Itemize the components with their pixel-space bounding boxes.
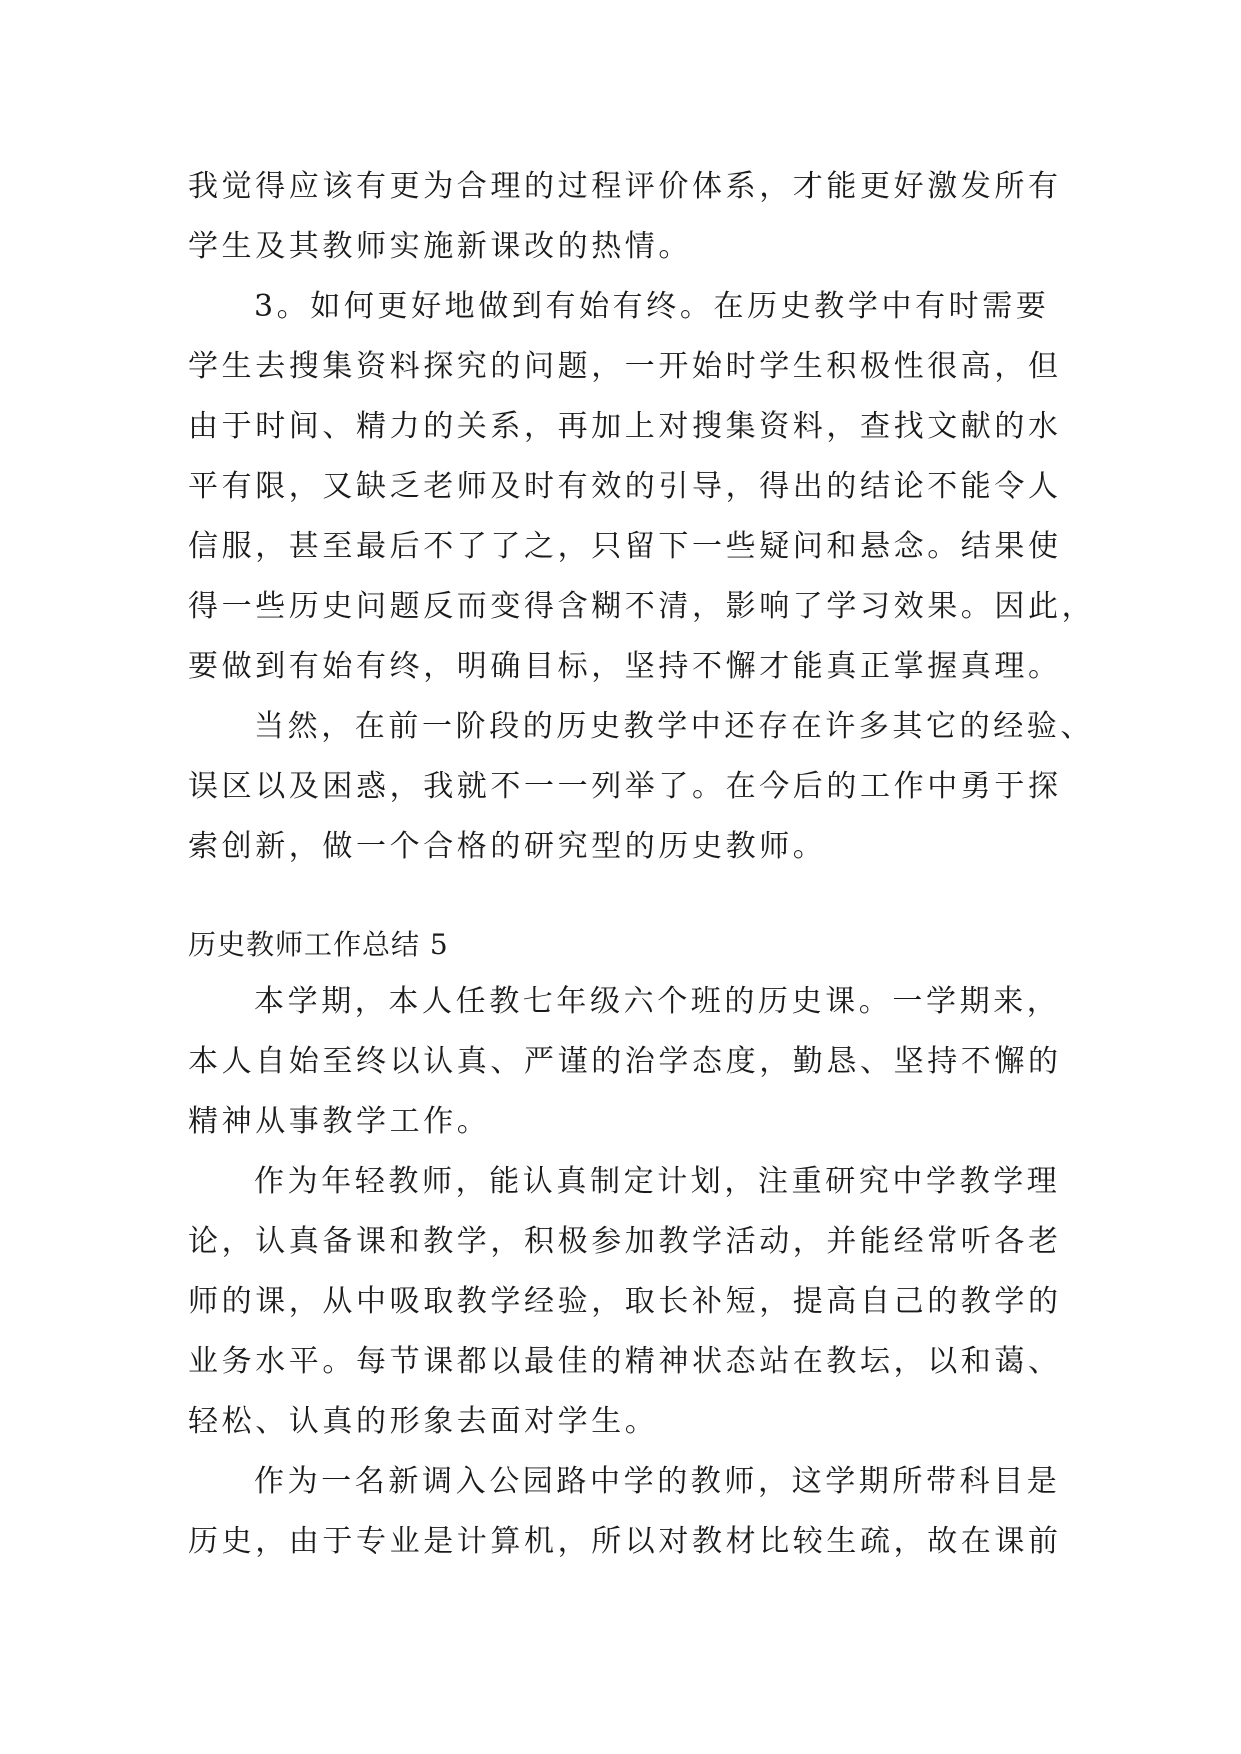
text-line: 信服，甚至最后不了了之，只留下一些疑问和悬念。结果使	[188, 529, 1062, 564]
text-line: 业务水平。每节课都以最佳的精神状态站在教坛，以和蔼、	[188, 1344, 1062, 1379]
text-line: 学生去搜集资料探究的问题，一开始时学生积极性很高，但	[188, 349, 1062, 384]
text-line: 本人自始至终以认真、严谨的治学态度，勤恳、坚持不懈的	[188, 1044, 1062, 1079]
text-line: 轻松、认真的形象去面对学生。	[188, 1404, 659, 1439]
text-line: 论，认真备课和教学，积极参加教学活动，并能经常听各老	[188, 1224, 1062, 1259]
body-text-bottom	[188, 972, 1068, 1572]
text-line: 本学期，本人任教七年级六个班的历史课。一学期来，	[254, 984, 1061, 1019]
text-line: 索创新，做一个合格的研究型的历史教师。	[188, 829, 827, 864]
text-line: 学生及其教师实施新课改的热情。	[188, 229, 692, 264]
text-line: 要做到有始有终，明确目标，坚持不懈才能真正掌握真理。	[188, 649, 1062, 684]
text-line: 得一些历史问题反而变得含糊不清，影响了学习效果。因此，	[188, 589, 1096, 624]
text-line: 我觉得应该有更为合理的过程评价体系，才能更好激发所有	[188, 169, 1062, 204]
body-text-top	[188, 157, 1096, 877]
section-heading: 历史教师工作总结 5	[188, 928, 449, 961]
text-line: 误区以及困惑，我就不一一列举了。在今后的工作中勇于探	[188, 769, 1062, 804]
text-line: 精神从事教学工作。	[188, 1104, 491, 1139]
text-line: 当然，在前一阶段的历史教学中还存在许多其它的经验、	[254, 709, 1094, 744]
text-line: 由于时间、精力的关系，再加上对搜集资料，查找文献的水	[188, 409, 1062, 444]
text-line: 作为年轻教师，能认真制定计划，注重研究中学教学理	[254, 1164, 1061, 1199]
text-line: 3。如何更好地做到有始有终。在历史教学中有时需要	[254, 289, 1050, 324]
text-line: 历史，由于专业是计算机，所以对教材比较生疏，故在课前	[188, 1524, 1062, 1559]
text-line: 作为一名新调入公园路中学的教师，这学期所带科目是	[254, 1464, 1061, 1499]
text-line: 师的课，从中吸取教学经验，取长补短，提高自己的教学的	[188, 1284, 1062, 1319]
text-line: 平有限，又缺乏老师及时有效的引导，得出的结论不能令人	[188, 469, 1062, 504]
